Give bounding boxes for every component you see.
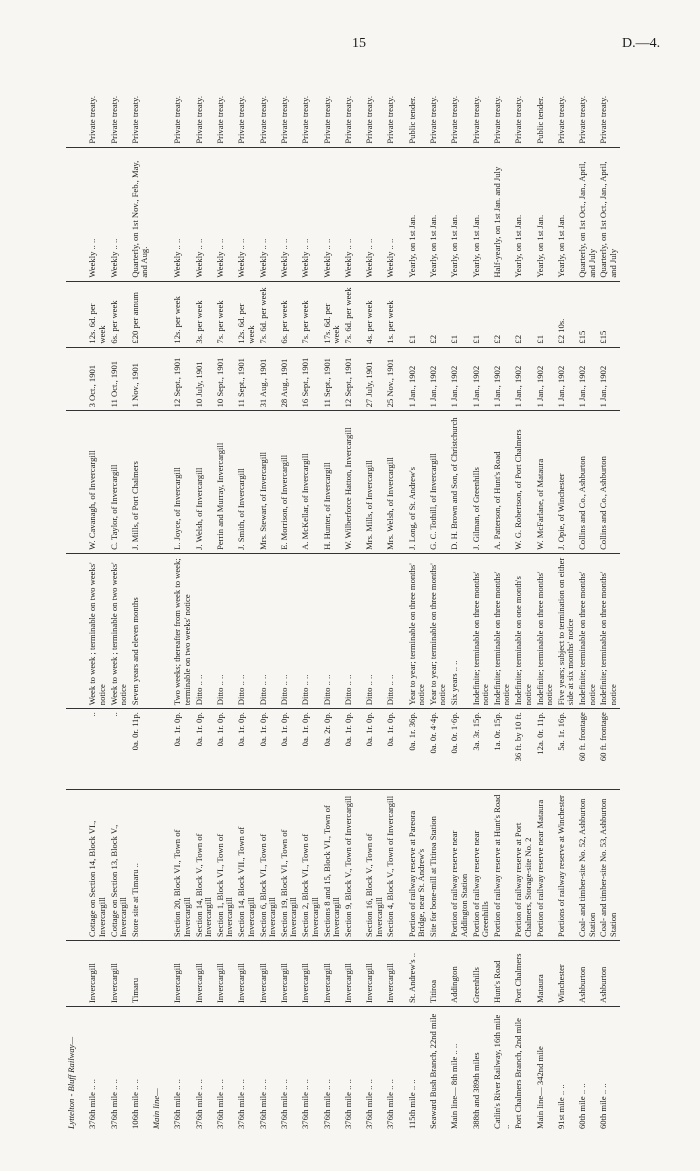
term-cell: Week to week ; terminable on two weeks' notice: [87, 553, 108, 708]
station-cell: Greenhills: [471, 941, 492, 1007]
section-cell: 376th mile .. ..: [321, 1079, 332, 1129]
area-cell: 0a. 1r. 0p.: [258, 709, 279, 790]
method-cell: Private treaty.: [343, 62, 364, 147]
payable-cell: Weekly .. ..: [385, 147, 406, 281]
date-cell: 11 Sept., 1901: [322, 347, 343, 411]
rent-cell: £1: [449, 281, 470, 347]
method-cell: Private treaty.: [130, 62, 151, 147]
method-cell: Private treaty.: [492, 62, 513, 147]
table-row: [236, 62, 257, 1132]
payable-cell: Yearly, on 1st Jan.: [556, 147, 577, 281]
section-cell: Main line— 8th mile .. ..: [449, 1043, 460, 1129]
rotated-table-wrapper: [66, 62, 681, 1132]
property-cell: Section 20, Block VI., Town of Invercargill: [172, 790, 193, 941]
payable-cell: Weekly .. ..: [322, 147, 343, 281]
station-cell: Port Chalmers: [513, 941, 534, 1007]
method-cell: Private treaty.: [513, 62, 534, 147]
property-cell: Portion of railway reserve at Hunt's Road: [492, 790, 513, 941]
term-cell: Week to week ; terminable on two weeks' notice: [109, 553, 130, 708]
table-row: [556, 62, 577, 1132]
rent-cell: 4s. per week: [364, 281, 385, 347]
date-cell: 1 Jan., 1902: [471, 347, 492, 411]
method-cell: Private treaty.: [428, 62, 449, 147]
tenant-cell: Mrs. Welsh, of Invercargill: [385, 411, 406, 554]
payable-cell: Yearly, on 1st Jan.: [513, 147, 534, 281]
property-cell: Portion of railway reserve near Greenhills: [471, 790, 492, 941]
payable-cell: Quarterly, on 1st Oct., Jan., April, and July: [598, 147, 619, 281]
term-cell: Five years; subject to termination on either side at six months' notice: [556, 553, 577, 708]
section-cell: 376th mile .. ..: [215, 1079, 226, 1129]
tenant-cell: Perrin and Murray, Invercargill: [215, 411, 236, 554]
tenant-cell: E. Morrison, of Invercargill: [279, 411, 300, 554]
rent-cell: 3s. per week: [194, 281, 215, 347]
payable-cell: Yearly, on 1st Jan.: [535, 147, 556, 281]
empty-cell: [66, 347, 87, 411]
table-row: [407, 62, 428, 1132]
section-cell: 376th mile .. ..: [364, 1079, 375, 1129]
payable-cell: Half-yearly, on 1st Jan. and July: [492, 147, 513, 281]
date-cell: 1 Nov., 1901: [130, 347, 151, 411]
method-cell: Private treaty.: [172, 62, 193, 147]
tenant-cell: A. McKellar, of Invercargill: [300, 411, 321, 554]
section-cell: 376th mile .. ..: [257, 1079, 268, 1129]
date-cell: 1 Jan., 1902: [535, 347, 556, 411]
page-number: 15: [352, 36, 366, 51]
method-cell: Private treaty.: [236, 62, 257, 147]
term-cell: Indefinite; terminable on three months' notice: [492, 553, 513, 708]
area-cell: 0a. 1r. 0p.: [385, 709, 406, 790]
rent-cell: 17s. 6d. per week: [322, 281, 343, 347]
rent-cell: £15: [598, 281, 619, 347]
property-cell: Store site at Timaru ..: [130, 790, 151, 941]
rent-cell: 12s. 6d. per week: [87, 281, 108, 347]
tenant-cell: J. Smith, of Invercargill: [236, 411, 257, 554]
section-cell: 376th mile .. ..: [172, 1079, 183, 1129]
payable-cell: Yearly, on 1st Jan.: [449, 147, 470, 281]
table-row: [492, 62, 513, 1132]
tenant-cell: Collins and Co., Ashburton: [577, 411, 598, 554]
station-cell: Invercargill: [343, 941, 364, 1007]
station-cell: Invercargill: [215, 941, 236, 1007]
rent-cell: £2: [428, 281, 449, 347]
section-cell: 376th mile .. ..: [300, 1079, 311, 1129]
section-cell: 376th mile .. ..: [236, 1079, 247, 1129]
payable-cell: Weekly .. ..: [172, 147, 193, 281]
empty-cell: [66, 411, 87, 554]
empty-cell: [66, 281, 87, 347]
station-cell: Invercargill: [364, 941, 385, 1007]
payable-cell: Weekly .. ..: [279, 147, 300, 281]
section-cell: 388th and 389th miles: [470, 1052, 481, 1129]
section-cell: 60th mile .. ..: [598, 1083, 609, 1129]
method-cell: Private treaty.: [385, 62, 406, 147]
area-cell: 60 ft. frontage: [577, 709, 598, 790]
date-cell: 1 Jan., 1902: [407, 347, 428, 411]
date-cell: 1 Jan., 1902: [598, 347, 619, 411]
property-cell: Section 4, Block V., Town of Invercargill: [385, 790, 406, 941]
payable-cell: Weekly .. ..: [258, 147, 279, 281]
method-cell: Private treaty.: [279, 62, 300, 147]
property-cell: Portions of railway reserve at Winchester: [556, 790, 577, 941]
empty-cell: [66, 147, 87, 281]
term-cell: Seven years and eleven months: [130, 553, 151, 708]
term-cell: Ditto .. ..: [215, 553, 236, 708]
term-cell: Indefinite; terminable on one month's notice: [513, 553, 534, 708]
tenant-cell: Mrs. Stewart, of Invercargill: [258, 411, 279, 554]
tenant-cell: J. Gilman, of Greenhills: [471, 411, 492, 554]
date-cell: 3 Oct., 1901: [87, 347, 108, 411]
date-cell: 16 Sept., 1901: [300, 347, 321, 411]
station-cell: Invercargill: [109, 941, 130, 1007]
table-row: [109, 62, 130, 1132]
date-cell: 12 Sept., 1901: [343, 347, 364, 411]
property-cell: Section 14, Block VII., Town of Invercargill: [236, 790, 257, 941]
method-cell: Private treaty.: [364, 62, 385, 147]
term-cell: Six years .. ..: [449, 553, 470, 708]
table-row: [279, 62, 300, 1132]
area-cell: 0a. 1r. 0p.: [279, 709, 300, 790]
section-cell: 115th mile .. ..: [406, 1079, 417, 1129]
property-cell: Portion of railway reserve near Mataura: [535, 790, 556, 941]
section-cell: 106th mile .. ..: [129, 1079, 140, 1129]
empty-cell: [151, 347, 172, 411]
station-cell: Addington: [449, 941, 470, 1007]
rent-cell: 6s. per week: [109, 281, 130, 347]
rent-cell: £2 10s.: [556, 281, 577, 347]
station-cell: Invercargill: [300, 941, 321, 1007]
rent-cell: £1: [535, 281, 556, 347]
term-cell: Two weeks; thereafter from week to week; terminable on two weeks' notice: [172, 553, 193, 708]
date-cell: 10 July, 1901: [194, 347, 215, 411]
section-cell: Seaward Bush Branch, 22nd mile: [428, 1013, 439, 1129]
method-cell: Private treaty.: [194, 62, 215, 147]
method-cell: Public tender.: [407, 62, 428, 147]
empty-cell: [66, 62, 87, 147]
method-cell: Public tender.: [535, 62, 556, 147]
tenant-cell: C. Taylor, of Invercargill: [109, 411, 130, 554]
table-row: [449, 62, 470, 1132]
station-cell: Ashburton: [598, 941, 619, 1007]
area-cell: 0a. 1r. 0p.: [236, 709, 257, 790]
empty-cell: [151, 790, 172, 941]
empty-cell: [66, 553, 87, 708]
payable-cell: Quarterly, on 1st Oct., Jan., April, and July: [577, 147, 598, 281]
empty-cell: [66, 709, 87, 790]
section-cell: Catlin's River Railway, 16th mile ..: [491, 1014, 512, 1129]
term-cell: Ditto .. ..: [279, 553, 300, 708]
tenant-cell: Mrs. Mills, of Invercargill: [364, 411, 385, 554]
term-cell: Indefinite; terminable on three months' notice: [598, 553, 619, 708]
method-cell: Private treaty.: [322, 62, 343, 147]
lease-table: [66, 62, 620, 1132]
property-cell: Portion of railway reserve at Port Chalmers, Storage-site No. 2: [513, 790, 534, 941]
area-cell: 0a. 0r. 4·4p.: [428, 709, 449, 790]
date-cell: 1 Jan., 1902: [513, 347, 534, 411]
method-cell: Private treaty.: [258, 62, 279, 147]
date-cell: 31 Aug., 1901: [258, 347, 279, 411]
date-cell: 1 Jan., 1902: [556, 347, 577, 411]
section-cell: 60th mile .. ..: [577, 1083, 588, 1129]
area-cell: 5a. 1r. 16p.: [556, 709, 577, 790]
payable-cell: Yearly, on 1st Jan.: [428, 147, 449, 281]
empty-cell: [66, 941, 87, 1007]
payable-cell: Yearly, on 1st Jan.: [407, 147, 428, 281]
table-row: [258, 62, 279, 1132]
term-cell: Indefinite; terminable on three months' notice: [577, 553, 598, 708]
term-cell: Ditto .. ..: [322, 553, 343, 708]
table-row: [364, 62, 385, 1132]
date-cell: 28 Aug., 1901: [279, 347, 300, 411]
property-cell: Section 1, Block VI., Town of Invercargill: [215, 790, 236, 941]
rent-cell: £1: [471, 281, 492, 347]
area-cell: 0a. 0r. 1·6p.: [449, 709, 470, 790]
table-row: [513, 62, 534, 1132]
section-cell: 376th mile .. ..: [385, 1079, 396, 1129]
empty-cell: [151, 941, 172, 1007]
tenant-cell: W. G. Robertson, of Port Chalmers: [513, 411, 534, 554]
payable-cell: Weekly .. ..: [194, 147, 215, 281]
table-row: [385, 62, 406, 1132]
empty-cell: [66, 790, 87, 941]
property-cell: Site for bone-mill at Titiroa Station: [428, 790, 449, 941]
area-cell: 0a. 1r. 0p.: [172, 709, 193, 790]
station-cell: Invercargill: [385, 941, 406, 1007]
area-cell: 0a. 1r. 0p.: [215, 709, 236, 790]
table-row: [471, 62, 492, 1132]
payable-cell: Quarterly, on 1st Nov., Feb., May, and Aug.: [130, 147, 151, 281]
date-cell: 1 Jan., 1902: [428, 347, 449, 411]
station-cell: Invercargill: [258, 941, 279, 1007]
area-cell: 0a. 1r. 36p.: [407, 709, 428, 790]
area-cell: ..: [109, 709, 130, 790]
tenant-cell: A. Patterson, of Hunt's Road: [492, 411, 513, 554]
area-cell: 12a. 0r. 11p.: [535, 709, 556, 790]
rent-cell: 7s. 6d. per week: [343, 281, 364, 347]
term-cell: Ditto .. ..: [385, 553, 406, 708]
station-cell: Hunt's Road: [492, 941, 513, 1007]
section-cell: 376th mile .. ..: [342, 1079, 353, 1129]
table-row: [87, 62, 108, 1132]
date-cell: 10 Sept., 1901: [215, 347, 236, 411]
area-cell: 3a. 3r. 15p.: [471, 709, 492, 790]
property-cell: Coal- and timber-site No. 52, Ashburton Station: [577, 790, 598, 941]
area-cell: 0a. 0r. 11p.: [130, 709, 151, 790]
payable-cell: Weekly .. ..: [87, 147, 108, 281]
rent-cell: 12s. 6d. per week: [236, 281, 257, 347]
table-row: [215, 62, 236, 1132]
method-cell: Private treaty.: [471, 62, 492, 147]
date-cell: 1 Jan., 1902: [449, 347, 470, 411]
section-cell: 91st mile .. ..: [555, 1084, 566, 1129]
term-cell: Indefinite; terminable on three months' notice: [471, 553, 492, 708]
empty-cell: [151, 411, 172, 554]
rent-cell: 7s. per week: [300, 281, 321, 347]
station-cell: Invercargill: [172, 941, 193, 1007]
station-cell: Invercargill: [322, 941, 343, 1007]
station-cell: Winchester: [556, 941, 577, 1007]
section-cell: Main line— 342nd mile: [534, 1046, 545, 1129]
property-cell: Section 9, Block V., Town of Invercargill: [343, 790, 364, 941]
table-row: [322, 62, 343, 1132]
section-cell: 376th mile .. ..: [87, 1079, 98, 1129]
term-cell: Ditto .. ..: [300, 553, 321, 708]
tenant-cell: W. McFarlane, of Mataura: [535, 411, 556, 554]
station-cell: Timaru: [130, 941, 151, 1007]
section-cell: 376th mile .. ..: [108, 1079, 119, 1129]
payable-cell: Weekly .. ..: [109, 147, 130, 281]
method-cell: Private treaty.: [300, 62, 321, 147]
property-cell: Sections 8 and 15, Block VI., Town of Invercargill: [322, 790, 343, 941]
term-cell: Year to year; terminable on three months' notice: [428, 553, 449, 708]
table-body: [66, 62, 620, 1132]
payable-cell: Yearly, on 1st Jan.: [471, 147, 492, 281]
property-cell: Coal- and timber-site No. 53, Ashburton Station: [598, 790, 619, 941]
date-cell: 25 Nov., 1901: [385, 347, 406, 411]
section-cell: 376th mile .. ..: [193, 1079, 204, 1129]
station-cell: Titiroa: [428, 941, 449, 1007]
payable-cell: Weekly .. ..: [343, 147, 364, 281]
tenant-cell: L. Joyce, of Invercargill: [172, 411, 193, 554]
station-cell: Invercargill: [87, 941, 108, 1007]
payable-cell: Weekly .. ..: [364, 147, 385, 281]
section-cell: 376th mile .. ..: [278, 1079, 289, 1129]
document-reference: D.—4.: [622, 36, 661, 51]
payable-cell: Weekly .. ..: [236, 147, 257, 281]
property-cell: Section 6, Block VI., Town of Invercargill: [258, 790, 279, 941]
station-cell: Mataura: [535, 941, 556, 1007]
area-cell: ..: [87, 709, 108, 790]
rent-cell: £2: [513, 281, 534, 347]
table-row: [428, 62, 449, 1132]
table-row: [598, 62, 619, 1132]
table-row: [172, 62, 193, 1132]
empty-cell: [151, 709, 172, 790]
term-cell: Ditto .. ..: [236, 553, 257, 708]
rent-cell: £2: [492, 281, 513, 347]
tenant-cell: D. H. Brown and Son, of Christchurch: [449, 411, 470, 554]
empty-cell: [151, 62, 172, 147]
term-cell: Ditto .. ..: [343, 553, 364, 708]
method-cell: Private treaty.: [215, 62, 236, 147]
method-cell: Private treaty.: [577, 62, 598, 147]
table-row: [300, 62, 321, 1132]
method-cell: Private treaty.: [109, 62, 130, 147]
term-cell: Year to year; terminable on three months' notice: [407, 553, 428, 708]
tenant-cell: J. Welsh, of Invercargill: [194, 411, 215, 554]
area-cell: 1a. 0r. 15p.: [492, 709, 513, 790]
tenant-cell: J. Long, of St. Andrew's: [407, 411, 428, 554]
date-cell: 12 Sept., 1901: [172, 347, 193, 411]
rent-cell: £20 per annum: [130, 281, 151, 347]
station-cell: Invercargill: [236, 941, 257, 1007]
tenant-cell: G. C. Tothill, of Invercargill: [428, 411, 449, 554]
property-cell: Section 14, Block V., Town of Invercargill: [194, 790, 215, 941]
rent-cell: £15: [577, 281, 598, 347]
property-cell: Portion of railway reserve near Addington Station: [449, 790, 470, 941]
property-cell: Cottage on Section 14, Block VI., Invercargill: [87, 790, 108, 941]
rent-cell: 12s. per week: [172, 281, 193, 347]
method-cell: Private treaty.: [87, 62, 108, 147]
section-heading: Lyttelton - Bluff Railway—: [66, 1036, 76, 1129]
area-cell: 0a. 1r. 0p.: [343, 709, 364, 790]
date-cell: 11 Sept., 1901: [236, 347, 257, 411]
property-cell: Section 16, Block V., Town of Invercargill: [364, 790, 385, 941]
property-cell: Section 2, Block VI., Town of Invercargill: [300, 790, 321, 941]
term-cell: Ditto .. ..: [364, 553, 385, 708]
property-cell: Portion of railway reserve at Pareora Bridge, near St. Andrew's: [407, 790, 428, 941]
rent-cell: 7s. per week: [215, 281, 236, 347]
empty-cell: [151, 281, 172, 347]
date-cell: 1 Jan., 1902: [577, 347, 598, 411]
area-cell: 0a. 1r. 0p.: [364, 709, 385, 790]
method-cell: Private treaty.: [449, 62, 470, 147]
area-cell: 0a. 2r. 0p.: [322, 709, 343, 790]
empty-cell: [151, 147, 172, 281]
area-cell: 36 ft. by 10 ft.: [513, 709, 534, 790]
table-row: [577, 62, 598, 1132]
tenant-cell: J. Mills, of Port Chalmers: [130, 411, 151, 554]
payable-cell: Weekly .. ..: [215, 147, 236, 281]
method-cell: Private treaty.: [556, 62, 577, 147]
empty-cell: [151, 553, 172, 708]
payable-cell: Weekly .. ..: [300, 147, 321, 281]
section-heading-row: [151, 62, 172, 1132]
table-row: [343, 62, 364, 1132]
term-cell: Ditto .. ..: [194, 553, 215, 708]
section-cell: Port Chalmers Branch, 2nd mile: [513, 1018, 524, 1129]
date-cell: 11 Oct., 1901: [109, 347, 130, 411]
term-cell: Ditto .. ..: [258, 553, 279, 708]
rent-cell: 7s. 6d. per week: [258, 281, 279, 347]
station-cell: Ashburton: [577, 941, 598, 1007]
area-cell: 0a. 1r. 0p.: [194, 709, 215, 790]
rent-cell: 6s. per week: [279, 281, 300, 347]
station-cell: Invercargill: [279, 941, 300, 1007]
tenant-cell: J. Opie, of Winchester: [556, 411, 577, 554]
table-row: [194, 62, 215, 1132]
date-cell: 27 July, 1901: [364, 347, 385, 411]
tenant-cell: H. Hunter, of Invercargill: [322, 411, 343, 554]
table-row: [130, 62, 151, 1132]
table-row: [535, 62, 556, 1132]
date-cell: 1 Jan., 1902: [492, 347, 513, 411]
method-cell: Private treaty.: [598, 62, 619, 147]
tenant-cell: W. Cavanagh, of Invercargill: [87, 411, 108, 554]
property-cell: Section 19, Block VI., Town of Invercargill: [279, 790, 300, 941]
property-cell: Cottage on Section 13, Block V., Invercargill: [109, 790, 130, 941]
section-heading-row: [66, 62, 87, 1132]
rent-cell: £1: [407, 281, 428, 347]
section-heading: Main line—: [151, 1088, 162, 1129]
term-cell: Indefinite; terminable on three months' notice: [535, 553, 556, 708]
tenant-cell: W. Wilberforce Hatton, Invercargill: [343, 411, 364, 554]
station-cell: St. Andrew's ..: [407, 941, 428, 1007]
rent-cell: 1s. per week: [385, 281, 406, 347]
station-cell: Invercargill: [194, 941, 215, 1007]
tenant-cell: Collins and Co., Ashburton: [598, 411, 619, 554]
area-cell: 0a. 1r. 0p.: [300, 709, 321, 790]
area-cell: 60 ft. frontage: [598, 709, 619, 790]
